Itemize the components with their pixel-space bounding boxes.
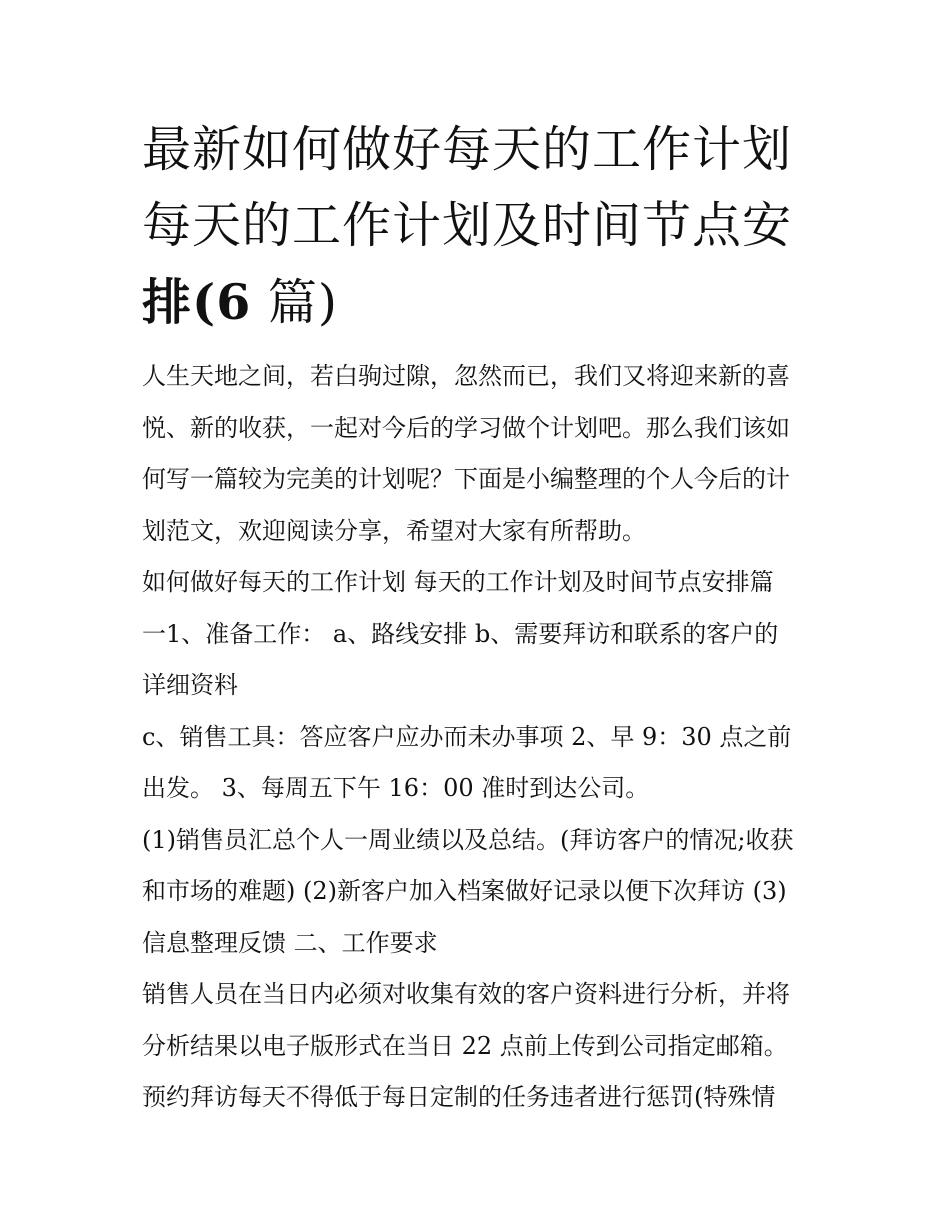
title-line: 每天的工作计划及时间节点安 (142, 197, 793, 254)
body-line: 出发。 3、每周五下午 16：00 准时到达公司。 (142, 774, 650, 802)
body-line: 分析结果以电子版形式在当日 22 点前上传到公司指定邮箱。 (142, 1031, 788, 1060)
document-title (142, 112, 822, 341)
body-line: c、销售工具：答应客户应办而未办事项 2、早 9：30 点之前 (142, 722, 792, 751)
body-line: 如何做好每天的工作计划 每天的工作计划及时间节点安排篇 (142, 568, 774, 596)
body-line: 详细资料 (142, 671, 238, 699)
body-line: 信息整理反馈 二、工作要求 (142, 928, 438, 957)
body-line: 悦、新的收获，一起对今后的学习做个计划吧。那么我们该如 (142, 413, 790, 442)
body-line: 划范文，欢迎阅读分享，希望对大家有所帮助。 (142, 516, 646, 545)
title-line (142, 264, 822, 341)
body-line: 人生天地之间，若白驹过隙，忽然而已，我们又将迎来新的喜 (142, 362, 790, 390)
document-body (142, 351, 822, 1124)
body-line: 一1、准备工作： a、路线安排 b、需要拜访和联系的客户的 (142, 619, 779, 648)
title-line-prefix: 排( (142, 273, 217, 331)
title-line-number: 6 (216, 273, 252, 331)
body-line: (1)销售员汇总个人一周业绩以及总结。(拜访客户的情况;收获 (142, 825, 794, 854)
title-line-suffix: 篇) (251, 274, 338, 331)
body-line: 和市场的难题) (2)新客户加入档案做好记录以便下次拜访 (3) (142, 877, 787, 905)
body-line: 销售人员在当日内必须对收集有效的客户资料进行分析，并将 (142, 980, 790, 1008)
body-line: 预约拜访每天不得低于每日定制的任务违者进行惩罚(特殊情 (142, 1083, 776, 1111)
title-line: 最新如何做好每天的工作计划 (142, 121, 793, 178)
body-line: 何写一篇较为完美的计划呢？下面是小编整理的个人今后的计 (142, 465, 790, 493)
